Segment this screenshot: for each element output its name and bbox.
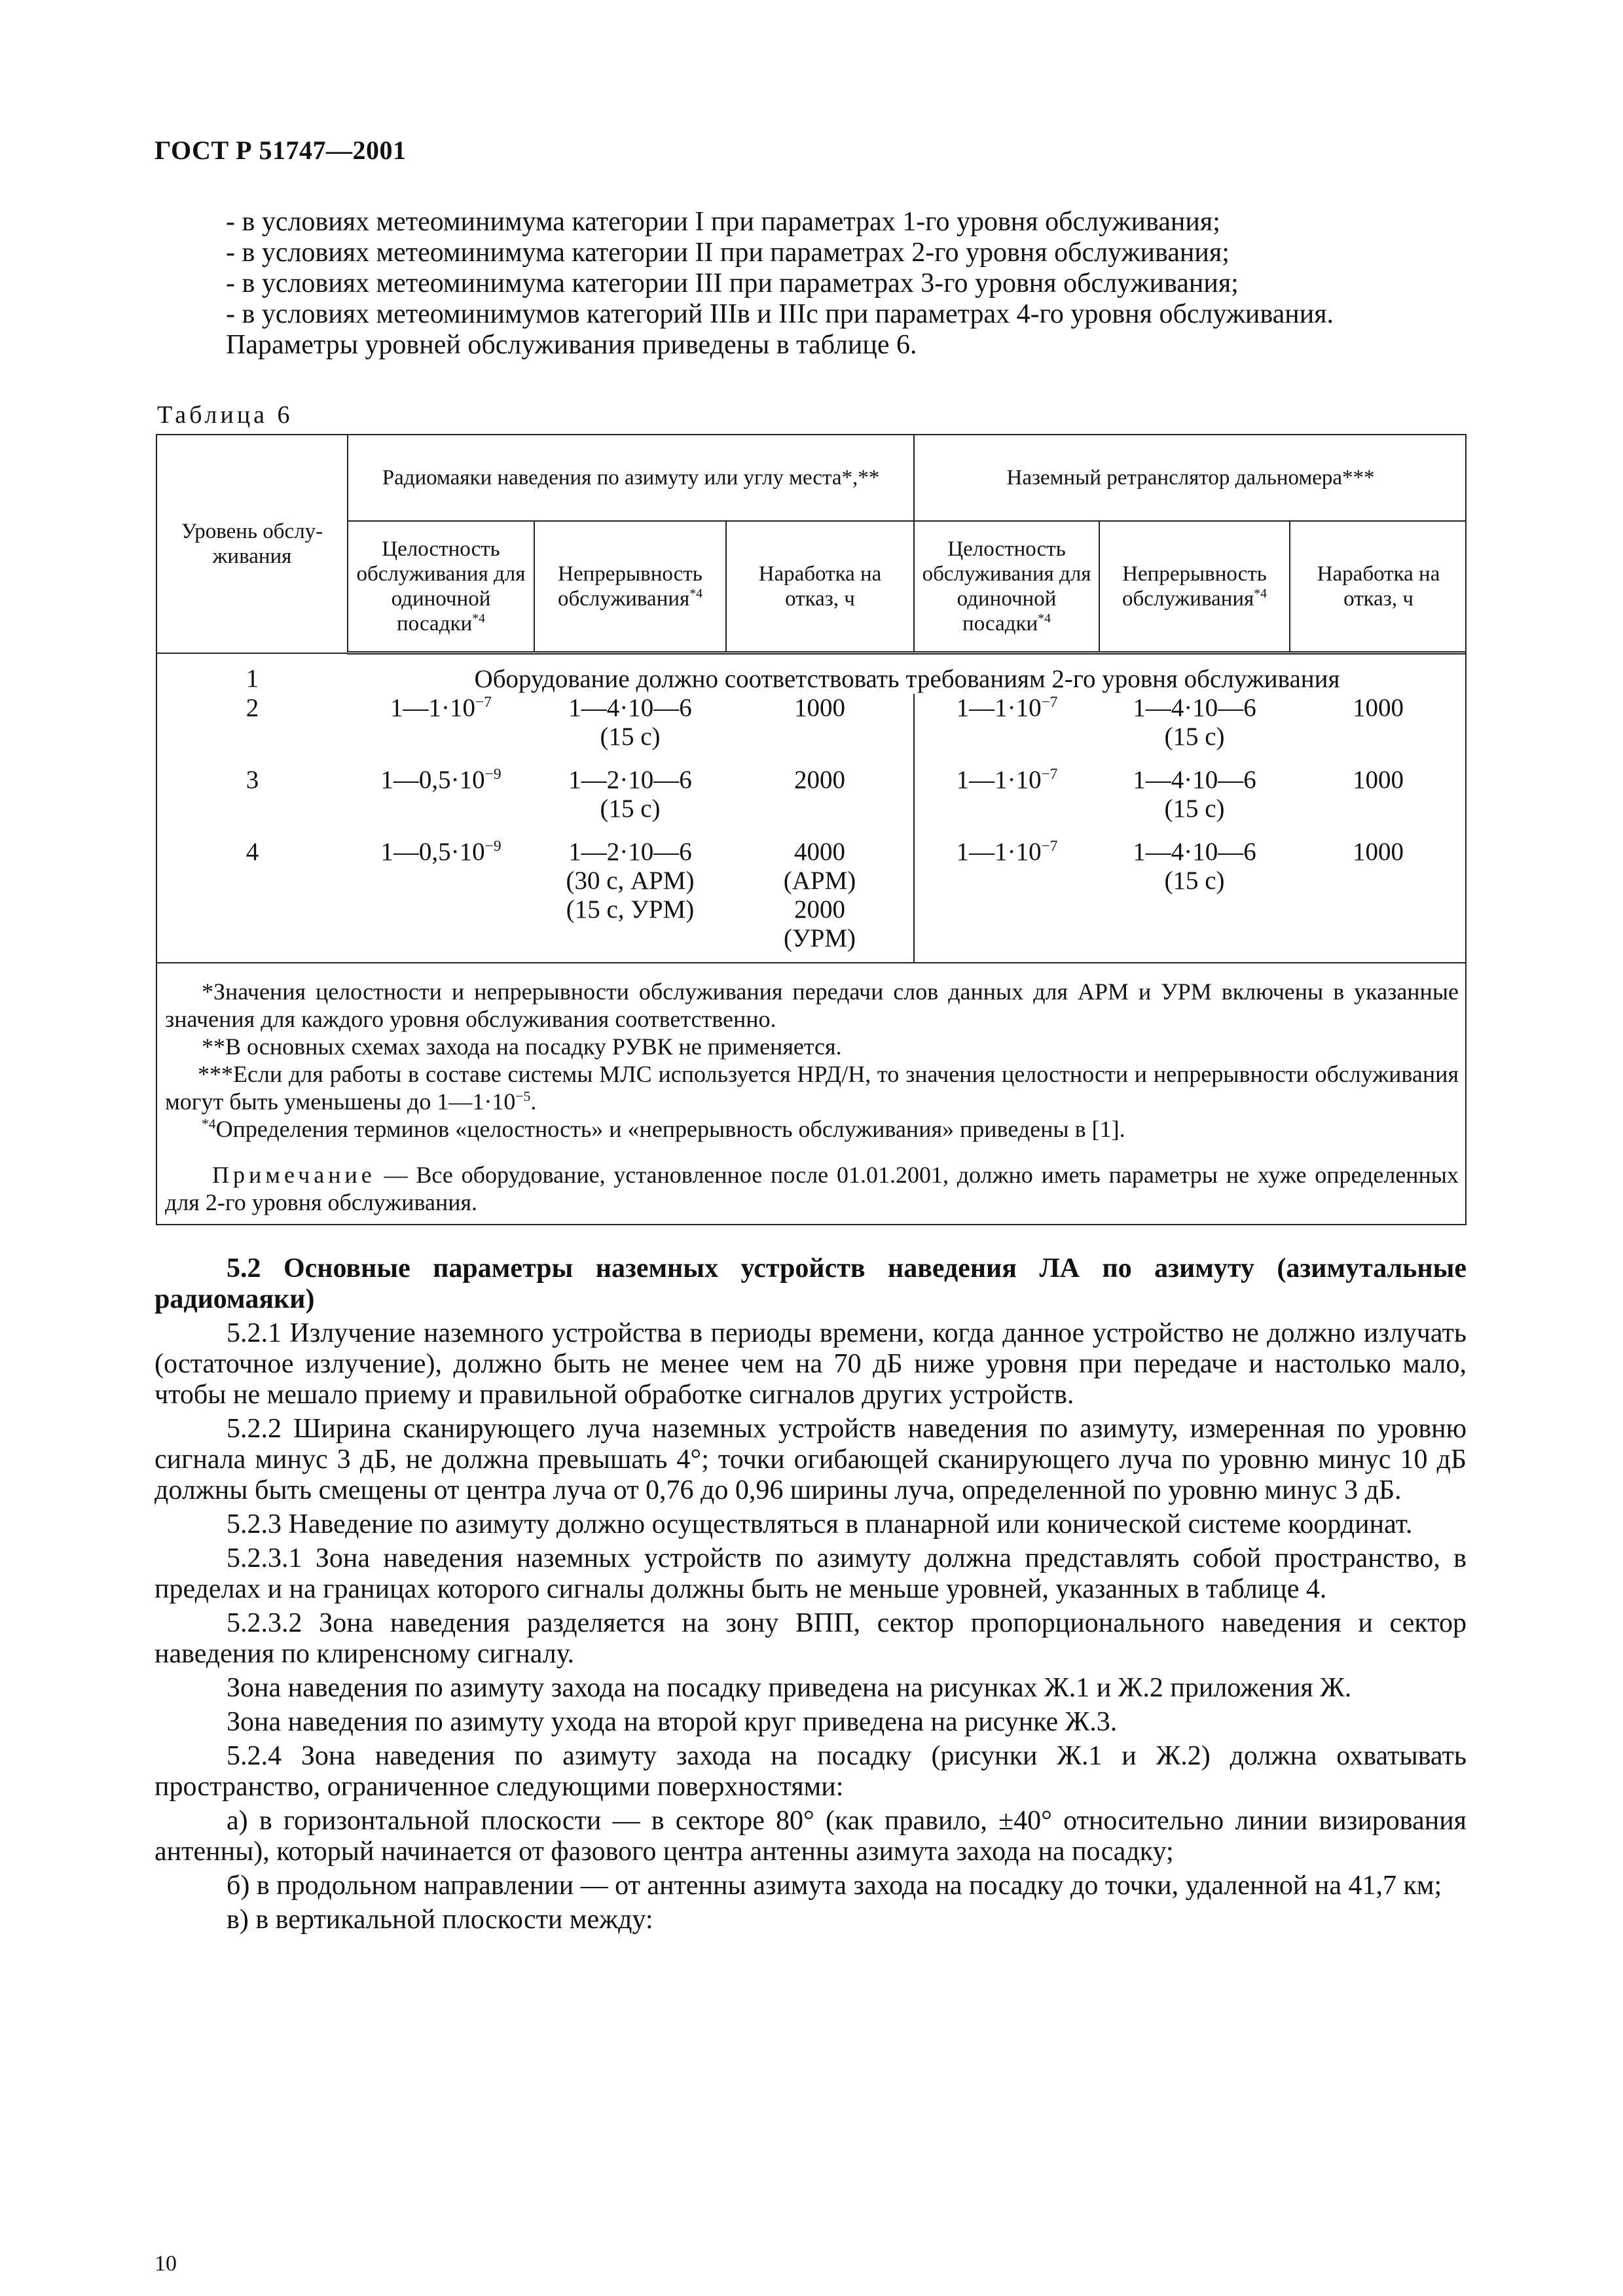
paragraph: 5.2.2 Ширина сканирующего луча наземных устройств наведения по азимуту, измеренная по уровню сигнала минус 3 дБ, не должна превышать 4°; точки огибающей сканирующего луча по уровню минус 10 дБ должны быть смещены от центра луча от 0,76 до 0,96 ширины луча, определенной по уровню минус 3 дБ. <box>155 1414 1467 1505</box>
table-row: 3 $1—0,5\cdot 10^{-9}$ 1—2·10—6 (15 с) 2000 $1—1\cdot 10^{-7}$ 1—4·10—6 (15 с) 1000 <box>157 766 1467 838</box>
paragraph: 5.2.3.2 Зона наведения разделяется на зону ВПП, сектор пропорционального наведения и сектор наведения по клиренсному сигналу. <box>155 1608 1467 1669</box>
col-header-level: Уровень обслу-живания <box>157 435 348 653</box>
table-caption: Таблица 6 <box>157 401 293 429</box>
group-header-dme: Наземный ретранслятор дальномера*** <box>914 435 1467 521</box>
col-header-dme-integrity: Целостность обслуживания для одиночной посадки$^{*4}$ <box>914 521 1099 653</box>
table-note: Примечание — Все оборудование, установленное после 01.01.2001, должно иметь параметры не хуже определенных для 2-го уровня обслуживания. <box>165 1162 1459 1215</box>
col-header-az-integrity: Целостность обслуживания для одиночной посадки$^{*4}$ <box>348 521 534 653</box>
table-footnotes <box>157 962 1465 1224</box>
footnote-2: **В основных схемах захода на посадку РУВК не применяется. <box>202 1033 842 1060</box>
page-number: 10 <box>155 2251 177 2276</box>
section-heading: 5.2 Основные параметры наземных устройств наведения ЛА по азимуту (азимутальные радиомаяки) <box>155 1253 1467 1314</box>
intro-list <box>226 207 1470 361</box>
paragraph: 5.2.4 Зона наведения по азимуту захода на посадку (рисунки Ж.1 и Ж.2) должна охватывать пространство, ограниченное следующими поверхностями: <box>155 1741 1467 1802</box>
col-header-az-continuity: Непрерывность обслуживания$^{*4}$ <box>534 521 726 653</box>
group-header-azimuth: Радиомаяки наведения по азимуту или углу места*,** <box>348 435 914 521</box>
paragraph: 5.2.3 Наведение по азимуту должно осуществляться в планарной или конической системе координат. <box>227 1509 1413 1539</box>
paragraph: 5.2.1 Излучение наземного устройства в периоды времени, когда данное устройство не должно излучать (остаточное излучение), должно быть не менее чем на 70 дБ ниже уровня при передаче и настолько мало, чтобы не мешало приему и правильной обработке сигналов других устройств. <box>155 1318 1467 1410</box>
intro-line: - в условиях метеоминимумов категорий IIIв и IIIс при параметрах 4-го уровня обслуживания. <box>226 299 1334 329</box>
col-header-dme-mtbf: Наработка на отказ, ч <box>1290 521 1467 653</box>
table-row: 4 $1—0,5\cdot 10^{-9}$ 1—2·10—6 (30 с, АРМ) (15 с, УРМ) 4000 (АРМ) 2000 (УРМ) $1—1\cdot 10^{-7}$ 1—4·10—6 (15 с) 1000 <box>157 838 1467 962</box>
table-row: 1 Оборудование должно соответствовать требованиям 2-го уровня обслуживания <box>157 653 1467 694</box>
intro-line: - в условиях метеоминимума категории I при параметрах 1-го уровня обслуживания; <box>226 207 1220 237</box>
footnote-1: *Значения целостности и непрерывности обслуживания передачи слов данных для АРМ и УРМ включены в указанные значения для каждого уровня обслуживания соответственно. <box>165 978 1459 1032</box>
paragraph: б) в продольном направлении — от антенны азимута захода на посадку до точки, удаленной на 41,7 км; <box>227 1871 1442 1901</box>
intro-line: - в условиях метеоминимума категории II при параметрах 2-го уровня обслуживания; <box>226 238 1230 268</box>
table-6 <box>156 434 1467 1225</box>
paragraph: в) в вертикальной плоскости между: <box>227 1905 653 1935</box>
paragraph: Зона наведения по азимуту ухода на второй круг приведена на рисунке Ж.3. <box>227 1707 1118 1737</box>
col-header-dme-continuity: Непрерывность обслуживания$^{*4}$ <box>1099 521 1290 653</box>
document-header: ГОСТ Р 51747—2001 <box>155 135 407 165</box>
intro-line: - в условиях метеоминимума категории III при параметрах 3-го уровня обслуживания; <box>226 268 1239 298</box>
paragraph: а) в горизонтальной плоскости — в секторе 80° (как правило, ±40° относительно линии визирования антенны), который начинается от фазового центра антенны азимута захода на посадку; <box>155 1806 1467 1867</box>
footnote-3: ***Если для работы в составе системы МЛС используется НРД/Н, то значения целостности и непрерывности обслуживания могут быть уменьшены до $1—1\cdot 10^{-5}$. <box>165 1061 1459 1115</box>
footnote-4: $^{*4}$Определения терминов «целостность» и «непрерывность обслуживания» приведены в [1]. <box>202 1116 1125 1142</box>
intro-line: Параметры уровней обслуживания приведены в таблице 6. <box>226 330 917 360</box>
table-row: 2 $1—1\cdot 10^{-7}$ 1—4·10—6 (15 с) 1000 $1—1\cdot 10^{-7}$ 1—4·10—6 (15 с) 1000 <box>157 694 1467 766</box>
paragraph: Зона наведения по азимуту захода на посадку приведена на рисунках Ж.1 и Ж.2 приложения Ж. <box>227 1673 1352 1703</box>
section-body <box>155 1253 1467 1939</box>
paragraph: 5.2.3.1 Зона наведения наземных устройств по азимуту должна представлять собой пространство, в пределах и на границах которого сигналы должны быть не меньше уровней, указанных в таблице 4. <box>155 1543 1467 1604</box>
col-header-az-mtbf: Наработка на отказ, ч <box>726 521 914 653</box>
row1-merged-text: Оборудование должно соответствовать требованиям 2-го уровня обслуживания <box>474 665 1340 693</box>
